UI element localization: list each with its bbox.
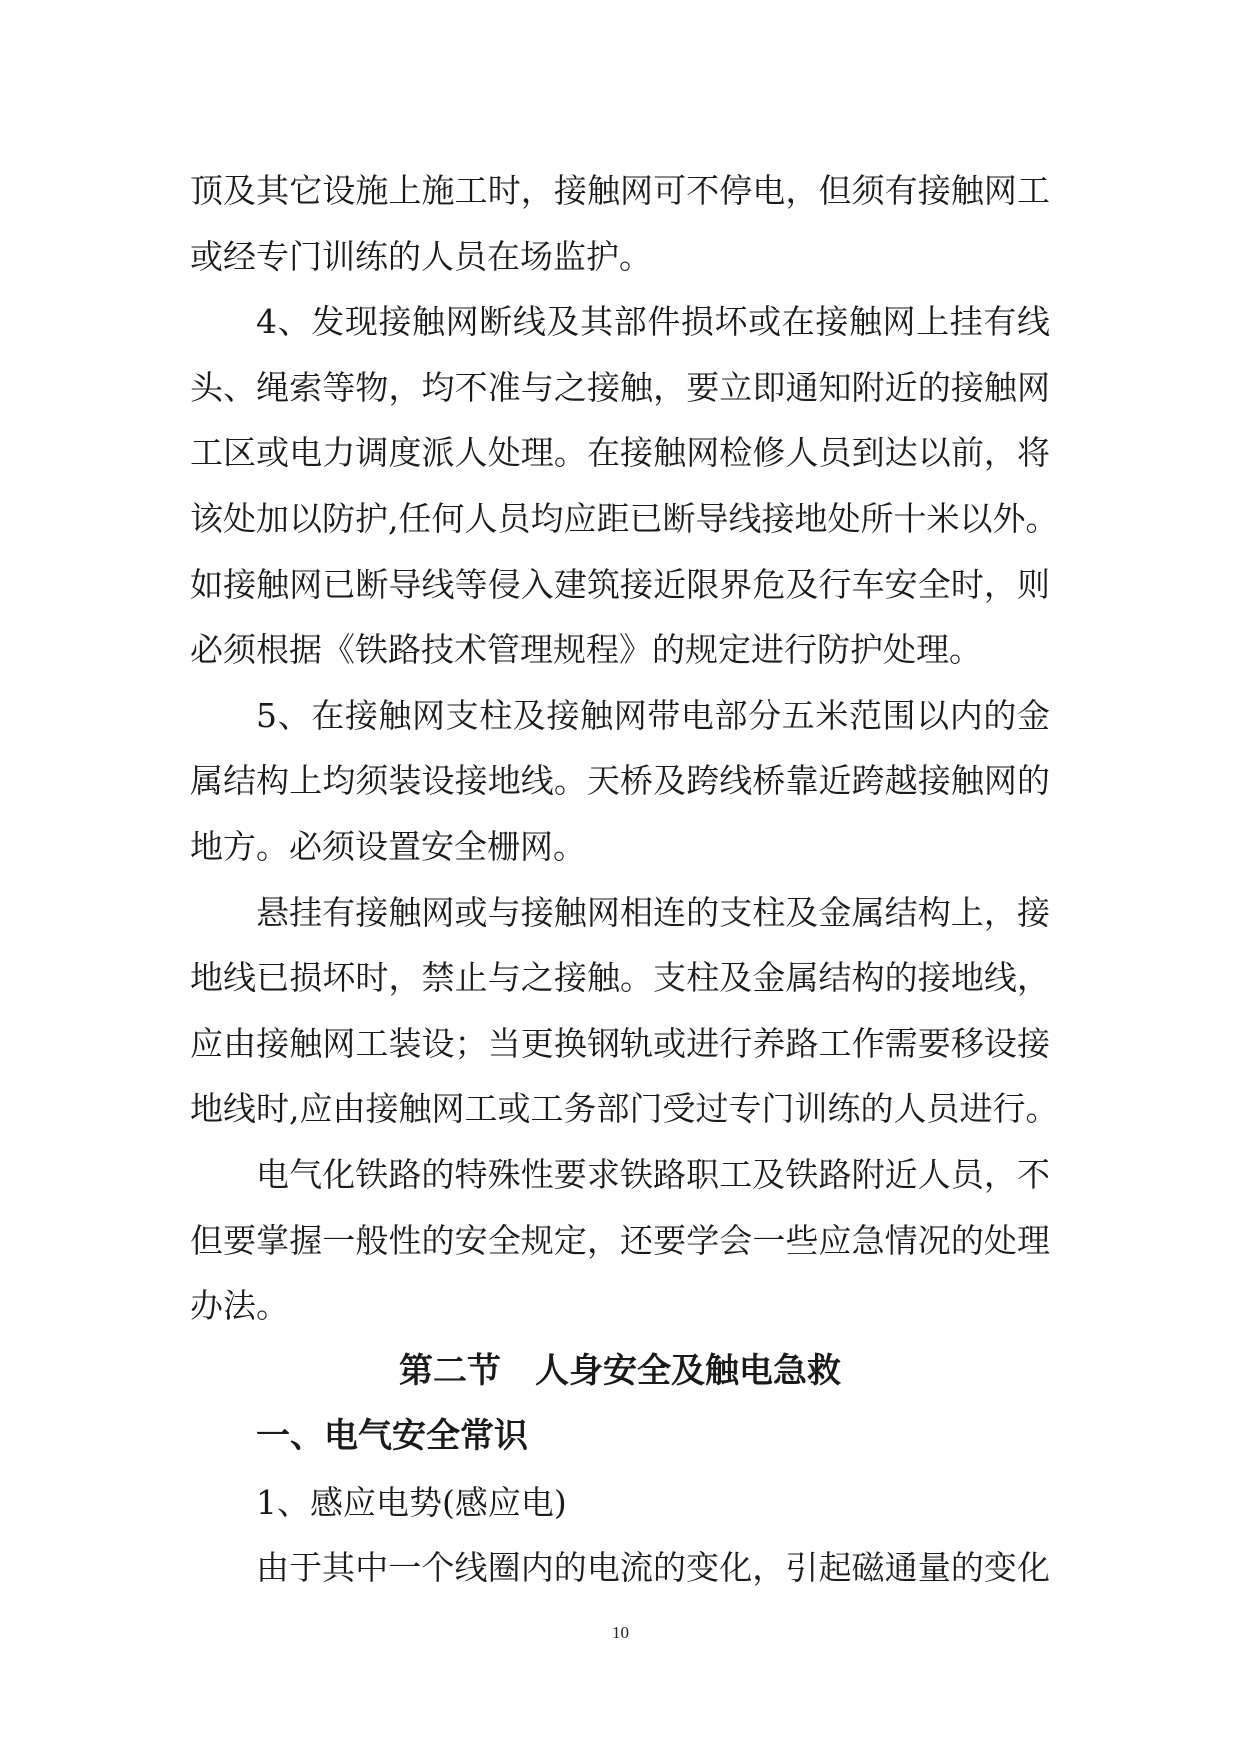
paragraph-line: 地线已损坏时，禁止与之接触。支柱及金属结构的接地线， [190,958,1050,998]
page-number: 10 [612,1623,629,1642]
paragraph-line: 地方。必须设置安全栅网。 [190,826,586,866]
paragraph-line: 该处加以防护,任何人员均应距已断导线接地处所十米以外。 [190,498,1059,538]
paragraph-line: 工区或电力调度派人处理。在接触网检修人员到达以前，将 [190,433,1050,473]
paragraph-line: 但要掌握一般性的安全规定，还要学会一些应急情况的处理 [190,1220,1050,1260]
subsection-heading: 一、电气安全常识 [256,1416,528,1457]
paragraph-line: 如接触网已断导线等侵入建筑接近限界危及行车安全时，则 [190,564,1050,604]
paragraph-line: 属结构上均须装设接地线。天桥及跨线桥靠近跨越接触网的 [190,761,1050,801]
paragraph-line: 悬挂有接触网或与接触网相连的支柱及金属结构上，接 [256,892,1050,932]
paragraph-line: 或经专门训练的人员在场监护。 [190,236,652,276]
paragraph-line: 办法。 [190,1286,289,1326]
paragraph-line: 顶及其它设施上施工时，接触网可不停电，但须有接触网工 [190,171,1050,210]
paragraph-line: 地线时,应由接触网工或工务部门受过专门训练的人员进行。 [190,1089,1059,1129]
paragraph-line: 由于其中一个线圈内的电流的变化，引起磁通量的变化 [256,1548,1050,1588]
item-heading: 1、感应电势(感应电) [256,1482,567,1522]
paragraph-line: 必须根据《铁路技术管理规程》的规定进行防护处理。 [190,630,982,670]
document-body [190,158,1059,1601]
paragraph-line: 5、在接触网支柱及接触网带电部分五米范围以内的金 [256,695,1050,735]
paragraph-line: 应由接触网工装设；当更换钢轨或进行养路工作需要移设接 [190,1023,1050,1063]
paragraph-line: 4、发现接触网断线及其部件损坏或在接触网上挂有线 [256,302,1050,342]
section-title: 第二节 人身安全及触电急救 [399,1350,841,1391]
paragraph-line: 头、绳索等物，均不准与之接触，要立即通知附近的接触网 [190,367,1050,407]
paragraph-line: 电气化铁路的特殊性要求铁路职工及铁路附近人员，不 [256,1154,1050,1194]
